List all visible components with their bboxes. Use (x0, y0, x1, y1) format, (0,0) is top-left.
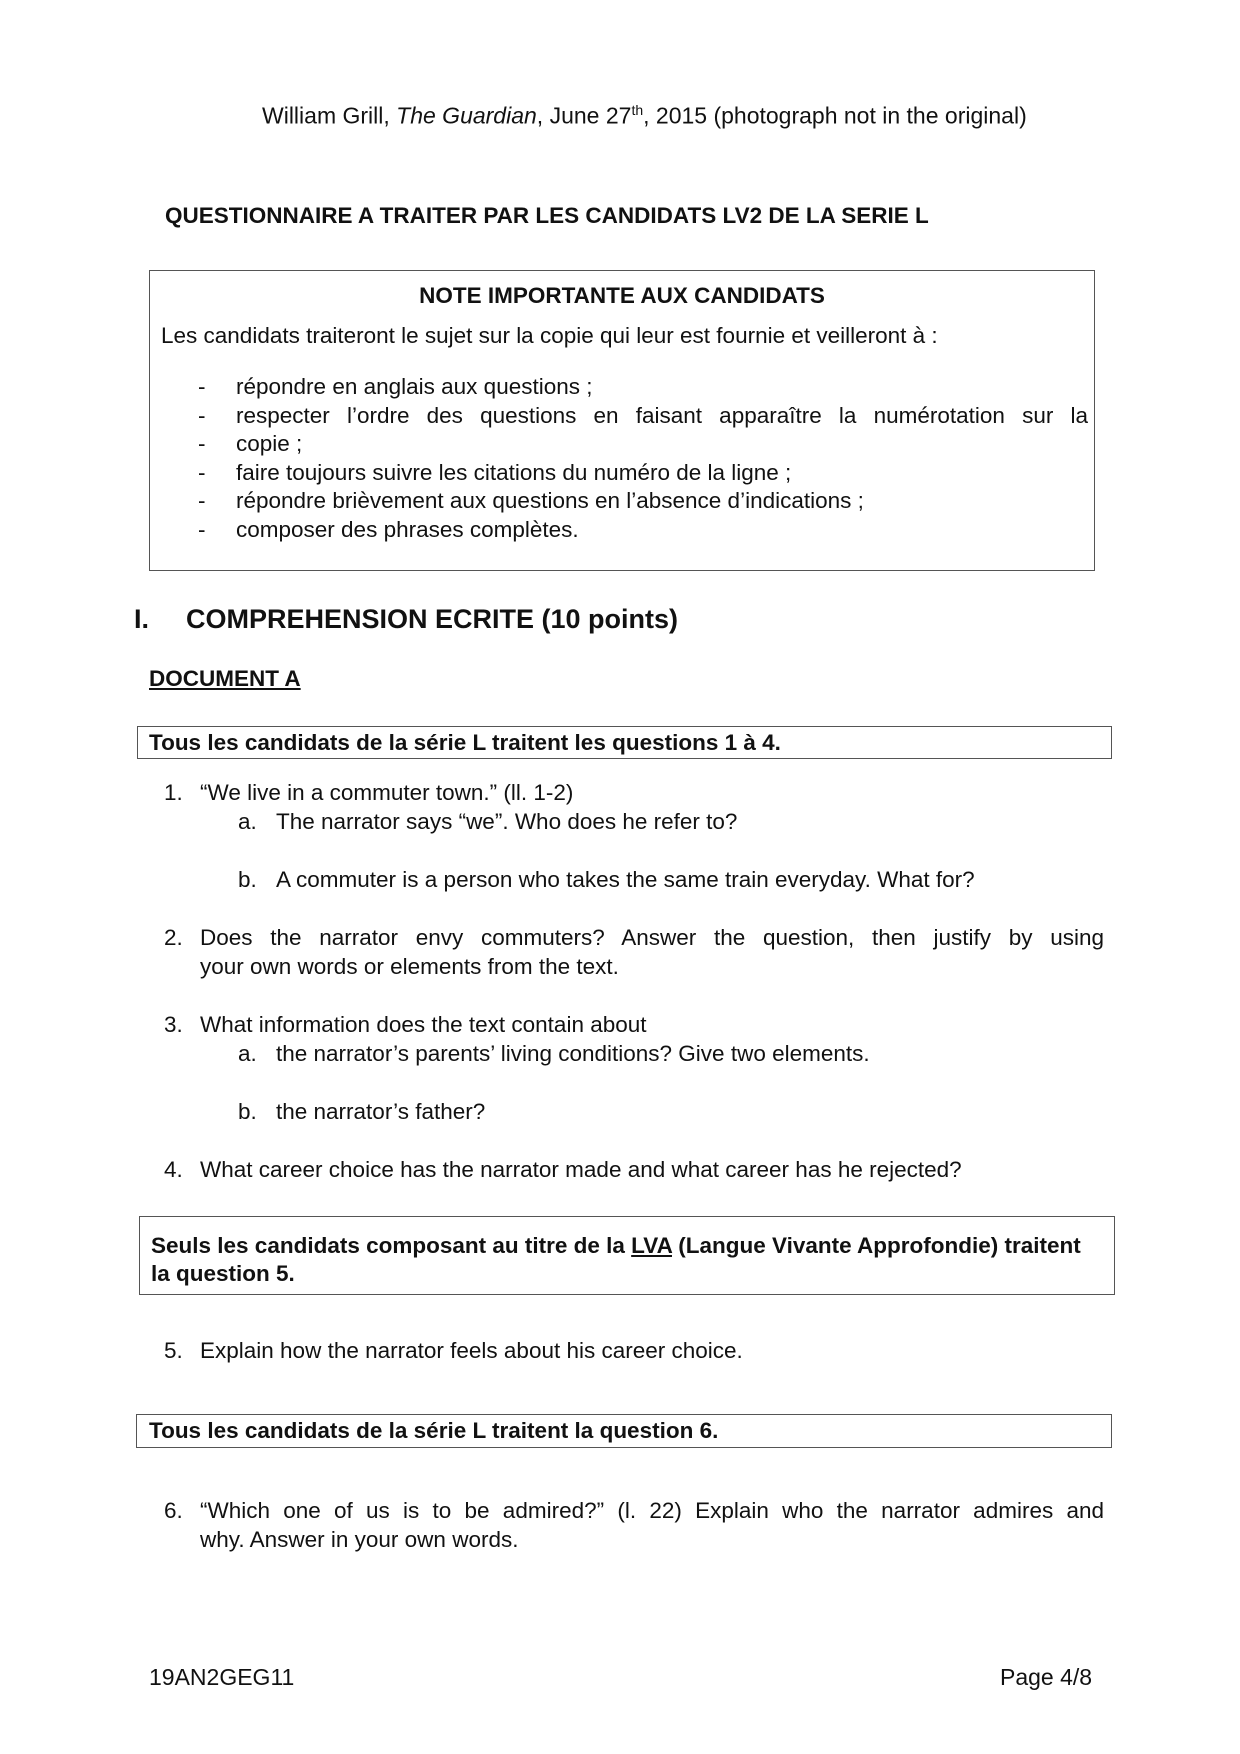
note-list (198, 373, 1088, 544)
note-item: - faire toujours suivre les citations du numéro de la ligne ; (198, 459, 1088, 488)
note-item: - composer des phrases complètes. (198, 516, 1088, 545)
instruction-question-6: Tous les candidats de la série L traitent la question 6. (136, 1414, 1112, 1448)
note-intro: Les candidats traiteront le sujet sur la copie qui leur est fournie et veilleront à : (161, 323, 938, 348)
note-item: - répondre en anglais aux questions ; (198, 373, 1088, 402)
question-3: 3. What information does the text contain about (164, 1012, 647, 1037)
page-number: Page 4/8 (1000, 1664, 1093, 1690)
instruction-question-5-lva: Seuls les candidats composant au titre de la LVA (Langue Vivante Approfondie) traitent la question 5. (139, 1216, 1115, 1295)
lva-abbreviation: LVA (631, 1233, 672, 1258)
note-item: - respecter l’ordre des questions en faisant apparaître la numérotation sur la (198, 402, 1088, 431)
source-citation: William Grill, The Guardian, June 27th, 2015 (photograph not in the original) (262, 102, 1027, 129)
question-4: 4. What career choice has the narrator made and what career has he rejected? (164, 1157, 962, 1182)
source-publication: The Guardian (396, 102, 537, 129)
note-item-continuation: - copie ; (198, 430, 1088, 459)
document-title: DOCUMENT A (149, 666, 301, 691)
note-item: - répondre brièvement aux questions en l’absence d’indications ; (198, 487, 1088, 516)
question-5: 5. Explain how the narrator feels about his career choice. (164, 1338, 743, 1363)
important-note-box (149, 270, 1095, 571)
question-2: 2. Does the narrator envy commuters? Answer the question, then justify by using your own words or elements from the text. (164, 925, 1104, 979)
instruction-questions-1-4: Tous les candidats de la série L traitent les questions 1 à 4. (137, 726, 1112, 759)
section-heading: I. COMPREHENSION ECRITE (10 points) (134, 604, 679, 634)
questionnaire-title: QUESTIONNAIRE A TRAITER PAR LES CANDIDATS LV2 DE LA SERIE L (165, 203, 929, 228)
question-6: 6. “Which one of us is to be admired?” (l. 22) Explain who the narrator admires and why. Answer in your own words. (164, 1498, 1104, 1552)
question-1: 1. “We live in a commuter town.” (ll. 1-2) (164, 780, 574, 805)
note-title: NOTE IMPORTANTE AUX CANDIDATS (419, 283, 825, 308)
document-code: 19AN2GEG11 (149, 1664, 295, 1690)
